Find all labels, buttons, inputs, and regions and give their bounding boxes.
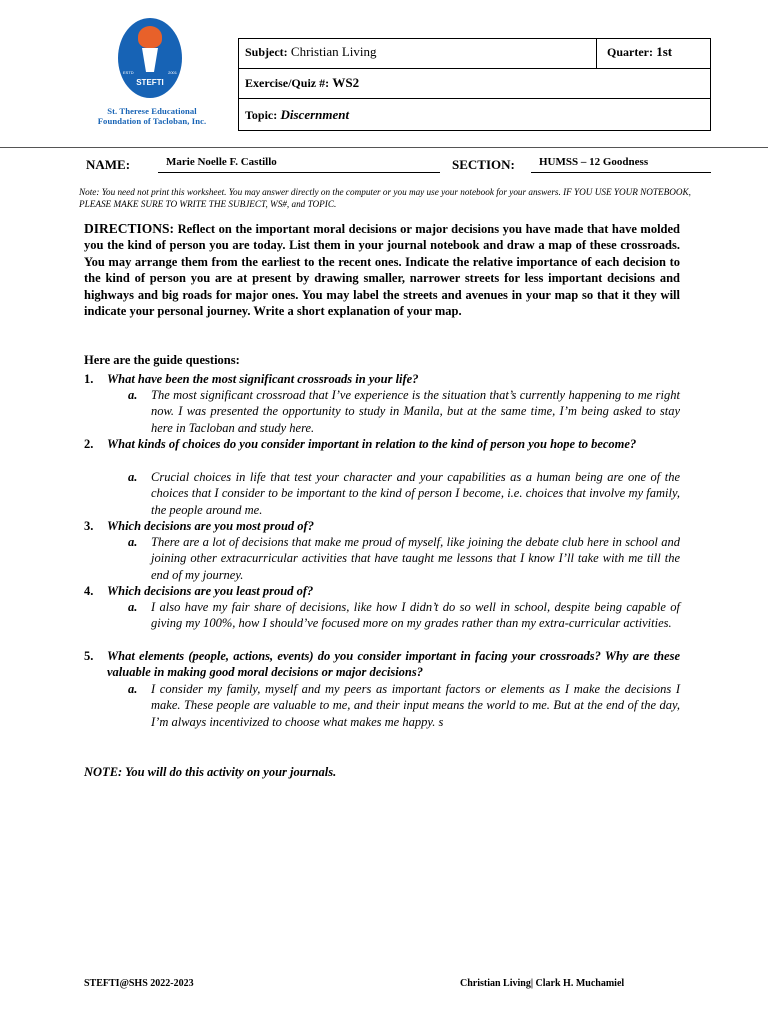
question-text: What have been the most significant crossroads in your life? [107,372,419,386]
exercise-label: Exercise/Quiz #: [245,76,330,90]
answer-text: Crucial choices in life that test your character and your capabilities as a human being are one of the choices that I consider to be important to the kind of person I become, i.e. choices that involve my family, the people around me. [151,470,680,517]
answer-letter: a. [128,388,138,402]
name-field[interactable]: Marie Noelle F. Castillo [158,155,440,173]
answer-text: The most significant crossroad that I’ve experience is the situation that’s currently happening to me right now. I was presented the opportunity to study in Manila, but at the same time, I’m being asked to stay here in Tacloban and study here. [151,388,680,435]
question-text: Which decisions are you least proud of? [107,584,314,598]
header-divider [0,147,768,148]
question-text: What kinds of choices do you consider important in relation to the kind of person you hope to become? [107,437,637,451]
question-item [84,583,680,599]
quarter-cell [597,39,710,69]
school-name-line1: St. Therese Educational [107,106,197,116]
exercise-value: WS2 [332,75,360,90]
question-number: 1. [84,372,94,386]
question-number: 4. [84,584,94,598]
logo-acronym: STEFTI [136,78,164,87]
subject-cell [239,39,597,69]
directions-label: DIRECTIONS: [84,221,175,236]
subject-value: Christian Living [290,44,377,59]
flame-icon [138,26,162,48]
school-name-line2: Foundation of Tacloban, Inc. [97,116,207,126]
answer-text: I consider my family, myself and my peers as important factors or elements as I make the decisions I make. These people are valuable to me, and their input means the world to me. But at the end of the day, I’m always incentivized to choose what makes me happy. s [151,682,680,729]
answer-text: I also have my fair share of decisions, like how I didn’t do so well in school, despite being capable of giving my 100%, how I should’ve focused more on my grades rather than my extra-curricular activities. [151,600,680,631]
answer-letter: a. [128,470,138,484]
footer-teacher: Christian Living| Clark H. Muchamiel [460,978,625,989]
name-label: NAME: [86,157,131,172]
answer-letter: a. [128,682,138,696]
school-logo [76,18,236,130]
logo-estd: ESTD 2001 [123,70,177,75]
directions [84,221,680,319]
topic-value: Discernment [280,107,350,122]
header-table [238,38,711,131]
worksheet-note: Note: You need not print this worksheet. You may answer directly on the computer or you may use your notebook for your answers. IF YOU USE YOUR NOTEBOOK, PLEASE MAKE SURE TO WRITE THE SUBJECT, WS#, and TOPIC. [79,187,691,209]
answer-item[interactable] [128,534,680,583]
final-note: NOTE: You will do this activity on your journals. [84,765,337,779]
answer-letter: a. [128,600,138,614]
section-field[interactable]: HUMSS – 12 Goodness [531,155,711,173]
answer-item[interactable] [128,387,680,436]
quarter-label: Quarter: [607,45,653,59]
footer-school-year: STEFTI@SHS 2022-2023 [84,978,194,989]
question-number: 5. [84,649,94,663]
answer-item[interactable] [128,469,680,518]
question-number: 2. [84,437,94,451]
topic-label: Topic: [245,108,278,122]
answer-text: There are a lot of decisions that make me proud of myself, like joining the debate club here in school and joining other extracurricular activities that have taught me lessons that I know I’ll take with me till the end of my journey. [151,535,680,582]
question-item [84,436,680,452]
guide-title: Here are the guide questions: [84,353,240,367]
quarter-value: 1st [656,44,673,59]
answer-item[interactable] [128,599,680,632]
question-item [84,371,680,387]
answer-item[interactable] [128,681,680,730]
section-label: SECTION: [452,157,515,172]
directions-text: Reflect on the important moral decisions or major decisions you have made that have molded you the kind of person you are today. List them in your journal notebook and draw a map of these crossroads. You may arrange them from the earliest to the recent ones. Indicate the relative importance of each decision to the kind of person you are at present by drawing smaller, narrower streets for less important decisions and highways and big roads for major ones. You may label the streets and avenues in your map so that it they will indicate your personal journey. Write a short explanation of your map. [84,222,681,319]
subject-label: Subject: [245,45,288,59]
question-text: What elements (people, actions, events) do you consider important in facing your crossroads? Why are these valuable in making good moral decisions or major decisions? [107,649,680,680]
question-item [84,648,680,681]
question-item [84,518,680,534]
school-name [76,106,228,126]
question-number: 3. [84,519,94,533]
header-row-subject [239,39,710,69]
topic-cell [239,99,710,130]
exercise-cell [239,69,710,99]
question-text: Which decisions are you most proud of? [107,519,314,533]
answer-letter: a. [128,535,138,549]
